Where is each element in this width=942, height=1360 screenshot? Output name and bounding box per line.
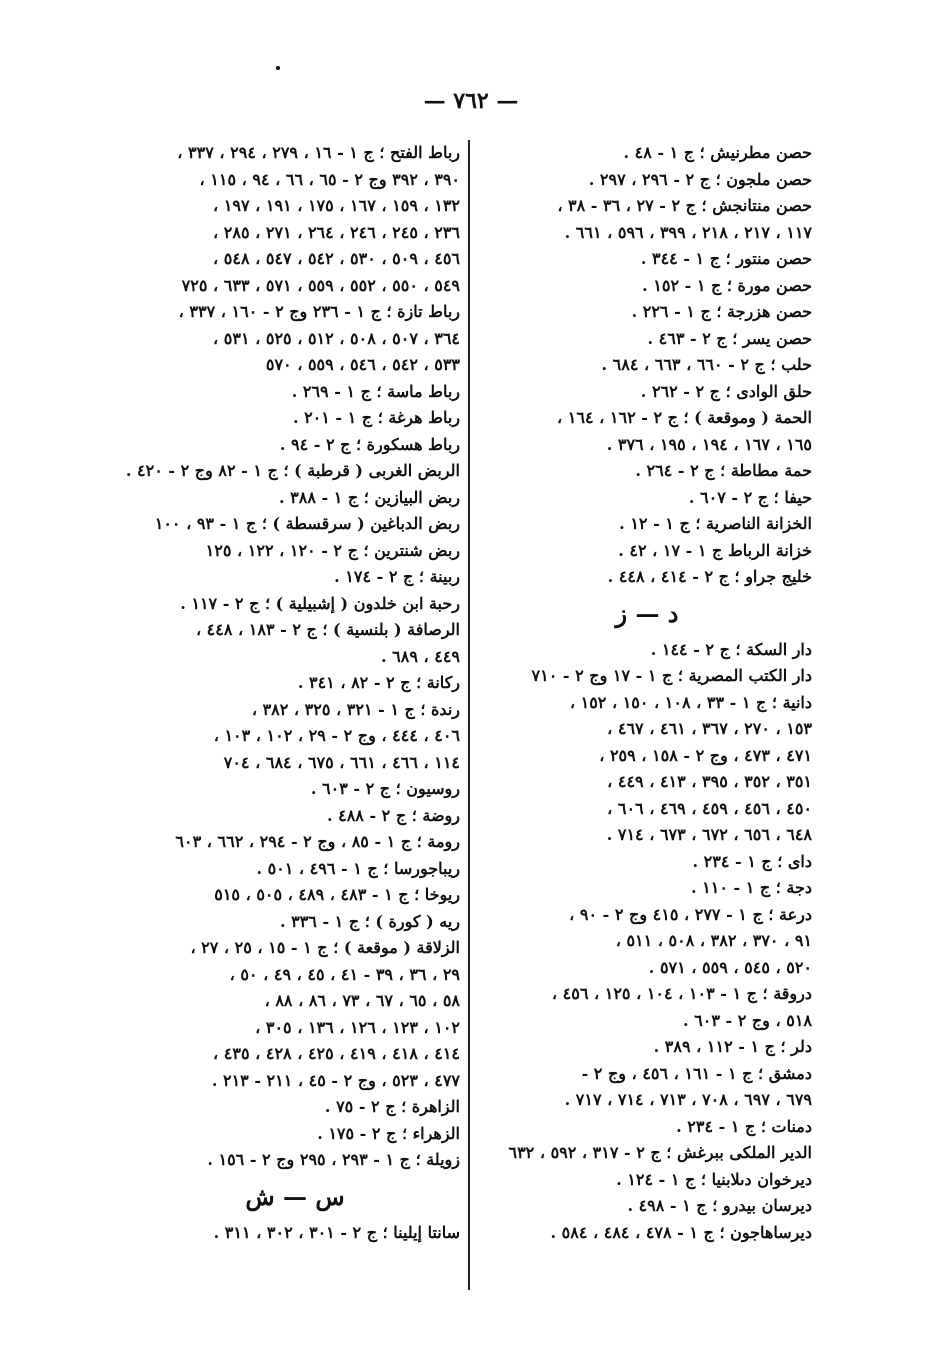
index-line: ٤٧١ ، ٤٧٣ ، وج ٢ - ١٥٨ ، ٢٥٩ ، <box>599 745 812 765</box>
index-line: دجة ؛ ج ١ - ١١٠ . <box>690 878 812 897</box>
index-line: ريوخا ؛ ج ١ - ٤٨٣ ، ٤٨٩ ، ٥٠٥ ، ٥١٥ <box>214 885 460 904</box>
index-line: رباط الفتح ؛ ج ١ - ١٦ ، ٢٧٩ ، ٢٩٤ ، ٣٣٧ ، <box>177 143 460 162</box>
index-line: حصن منتانجش ؛ ج ٢ - ٢٧ ، ٣٦ - ٣٨ ، <box>557 196 812 215</box>
index-line: ركانة ؛ ج ٢ - ٨٢ ، ٣٤١ . <box>297 673 460 692</box>
page-number: — ٧٦٢ — <box>423 88 519 114</box>
index-line: حصن مطرنيش ؛ ج ١ - ٤٨ . <box>623 143 812 162</box>
index-line: ٣٩٠ ، ٣٩٢ وج ٢ - ٦٥ ، ٦٦ ، ٩٤ ، ١١٥ ، <box>199 169 460 189</box>
right-column <box>482 140 812 1246</box>
index-line: ديرخوان دىلابنيا ؛ ج ١ - ١٢٤ . <box>616 1169 812 1189</box>
index-line: حصن منتور ؛ ج ١ - ٣٤٤ . <box>640 249 812 268</box>
index-line: روضة ؛ ج ٢ - ٤٨٨ . <box>326 805 460 825</box>
index-line: ٤٧٧ ، ٥٢٣ ، وج ٢ - ٤٥ ، ٢١١ - ٢١٣ . <box>211 1070 460 1090</box>
index-line: ٤١٤ ، ٤١٨ ، ٤١٩ ، ٤٢٥ ، ٤٢٨ ، ٤٣٥ ، <box>213 1044 460 1063</box>
index-line: ربض شنترين ؛ ج ٢ - ١٢٠ ، ١٢٢ ، ١٢٥ <box>205 540 460 560</box>
section-heading: د — ز <box>615 598 679 628</box>
index-line: دمشق ؛ ج ١ - ١٦١ ، ٤٥٦ ، وج ٢ - <box>581 1063 812 1083</box>
ink-dot <box>276 66 280 70</box>
index-line: ٩١ ، ٣٧٠ ، ٣٨٢ ، ٥٠٨ ، ٥١١ ، <box>615 931 812 950</box>
index-line: ربينة ؛ ج ٢ - ١٧٤ . <box>334 567 460 586</box>
index-line: دانية ؛ ج ١ - ٣٣ ، ١٠٨ ، ١٥٠ ، ١٥٢ ، <box>569 692 812 712</box>
index-line: الخزانة الناصرية ؛ ج ١ - ١٢ . <box>619 514 812 533</box>
index-line: ٤٠٦ ، ٤٤٤ ، وج ٢ - ٢٩ ، ١٠٢ ، ١٠٣ ، <box>213 726 460 745</box>
index-line: دمنات ؛ ج ١ - ٢٣٤ . <box>676 1116 812 1136</box>
index-line: حصن ملجون ؛ ج ٢ - ٢٩٦ ، ٢٩٧ . <box>588 169 812 189</box>
index-line: الحمة ( وموقعة ) ؛ ج ٢ - ١٦٢ ، ١٦٤ ، <box>557 408 812 427</box>
index-line: دلر ؛ ج ١ - ١١٢ ، ٣٨٩ . <box>653 1037 812 1056</box>
index-line: خزانة الرباط ج ١ - ١٧ ، ٤٢ . <box>618 540 812 560</box>
index-line: حمة مطاطة ؛ ج ٢ - ٢٦٤ . <box>635 461 812 480</box>
index-line: ٣٦٤ ، ٥٠٧ ، ٥٠٨ ، ٥١٢ ، ٥٢٥ ، ٥٣١ ، <box>213 328 460 348</box>
index-line: الزهراء ؛ ج ٢ - ١٧٥ . <box>317 1123 460 1143</box>
section-heading: س — ش <box>245 1181 345 1211</box>
index-line: ريباجورسا ؛ ج ١ - ٤٩٦ ، ٥٠١ . <box>256 858 460 878</box>
index-line: ٥٤٩ ، ٥٥٠ ، ٥٥٢ ، ٥٥٩ ، ٥٧١ ، ٦٣٣ ، ٧٢٥ <box>181 275 460 295</box>
index-line: ١١٧ ، ٢١٧ ، ٢١٨ ، ٣٩٩ ، ٥٩٦ ، ٦٦١ . <box>564 222 812 242</box>
index-line: حيفا ؛ ج ٢ - ٦٠٧ . <box>688 487 812 507</box>
index-line: ١٦٥ ، ١٦٧ ، ١٩٤ ، ١٩٥ ، ٣٧٦ . <box>606 434 812 454</box>
index-line: رومة ؛ ج ١ - ٨٥ ، وج ٢ - ٢٩٤ ، ٦٦٢ ، ٦٠٣ <box>175 832 460 851</box>
index-line: الدير الملكى ببرغش ؛ ج ٢ - ٣١٧ ، ٥٩٢ ، ٦٣٢ <box>508 1143 812 1162</box>
index-line: رحبة ابن خلدون ( إشبيلية ) ؛ ج ٢ - ١١٧ . <box>180 593 460 613</box>
index-line: الزاهرة ؛ ج ٢ - ٧٥ . <box>324 1097 460 1116</box>
index-line: ١٠٢ ، ١٢٣ ، ١٢٦ ، ١٣٦ ، ٣٠٥ ، <box>255 1017 460 1037</box>
index-line: الزلاقة ( موقعة ) ؛ ج ١ - ١٥ ، ٢٥ ، ٢٧ ، <box>190 938 460 957</box>
left-column <box>125 140 460 1246</box>
index-line: درعة ؛ ج ١ - ٢٧٧ ، ٤١٥ وج ٢ - ٩٠ ، <box>569 904 812 924</box>
index-line: روسيون ؛ ج ٢ - ٦٠٣ . <box>310 779 460 798</box>
index-line: ٥١٨ ، وج ٢ - ٦٠٣ . <box>682 1010 812 1030</box>
index-line: ريه ( كورة ) ؛ ج ١ - ٣٣٦ . <box>279 911 460 931</box>
column-divider <box>468 140 470 1290</box>
index-line: سانتا إيلينا ؛ ج ٢ - ٣٠١ ، ٣٠٢ ، ٣١١ . <box>213 1222 460 1242</box>
index-line: رباط هرغة ؛ ج ١ - ٢٠١ . <box>292 408 460 427</box>
index-line: ٣٥١ ، ٣٥٢ ، ٣٩٥ ، ٤١٣ ، ٤٤٩ ، <box>607 772 812 791</box>
index-line: ٢٩ ، ٣٦ ، ٣٩ - ٤١ ، ٤٥ ، ٤٩ ، ٥٠ ، <box>229 964 460 984</box>
index-line: رباط ماسة ؛ ج ١ - ٢٦٩ . <box>291 381 460 401</box>
index-line: ٦٧٩ ، ٦٩٧ ، ٧٠٨ ، ٧١٣ ، ٧١٤ ، ٧١٧ . <box>564 1090 812 1109</box>
index-line: رندة ؛ ج ١ - ٣٢١ ، ٣٢٥ ، ٣٨٢ ، <box>251 699 460 719</box>
index-line: الرصافة ( بلنسية ) ؛ ج ٢ - ١٨٣ ، ٤٤٨ ، <box>195 620 460 639</box>
index-line: ربض البيازين ؛ ج ١ - ٣٨٨ . <box>279 487 460 507</box>
index-line: حلب ؛ ج ٢ - ٦٦٠ ، ٦٦٣ ، ٦٨٤ . <box>601 355 812 374</box>
index-line: ٤٥٠ ، ٤٥٦ ، ٤٥٩ ، ٤٦٩ ، ٦٠٦ ، <box>607 798 812 818</box>
index-line: حصن هزرجة ؛ ج ١ - ٢٢٦ . <box>631 302 812 321</box>
index-line: ديرسان بيدرو ؛ ج ١ - ٤٩٨ . <box>627 1196 812 1215</box>
index-line: حصن مورة ؛ ج ١ - ١٥٢ . <box>642 275 812 295</box>
index-line: دار السكة ؛ ج ٢ - ١٤٤ . <box>650 639 812 659</box>
index-line: ٢٣٦ ، ٢٤٥ ، ٢٤٦ ، ٢٦٤ ، ٢٧١ ، ٢٨٥ ، <box>213 222 460 242</box>
index-line: ٦٤٨ ، ٦٥٦ ، ٦٧٢ ، ٦٧٣ ، ٧١٤ . <box>606 825 812 844</box>
index-line: حلق الوادى ؛ ج ٢ - ٢٦٢ . <box>640 381 812 401</box>
index-line: ٤٥٦ ، ٥٠٩ ، ٥٣٠ ، ٥٤٢ ، ٥٤٧ ، ٥٤٨ ، <box>213 249 460 268</box>
index-line: ديرساهاجون ؛ ج ١ - ٤٧٨ ، ٤٨٤ ، ٥٨٤ . <box>550 1222 812 1242</box>
index-line: ٥٣٣ ، ٥٤٢ ، ٥٤٦ ، ٥٥٩ ، ٥٧٠ <box>265 355 460 374</box>
index-line: دروقة ؛ ج ١ - ١٠٣ ، ١٠٤ ، ١٢٥ ، ٤٥٦ ، <box>551 984 812 1003</box>
index-line: الربض الغربى ( قرطبة ) ؛ ج ١ - ٨٢ وج ٢ - ٤٢٠ . <box>125 461 460 480</box>
index-line: ١٥٣ ، ٢٧٠ ، ٣٦٧ ، ٤٦١ ، ٤٦٧ ، <box>607 719 812 738</box>
index-line: داى ؛ ج ١ - ٢٣٤ . <box>692 851 812 871</box>
index-line: خليج جراو ؛ ج ٢ - ٤١٤ ، ٤٤٨ . <box>607 567 812 586</box>
index-line: ٥٢٠ ، ٥٤٥ ، ٥٥٩ ، ٥٧١ . <box>648 957 812 977</box>
index-line: ١٣٢ ، ١٥٩ ، ١٦٧ ، ١٧٥ ، ١٩١ ، ١٩٧ ، <box>213 196 460 215</box>
index-line: رباط هسكورة ؛ ج ٢ - ٩٤ . <box>279 434 460 454</box>
index-line: رباط تازة ؛ ج ١ - ٢٣٦ وج ٢ - ١٦٠ ، ٣٣٧ ، <box>178 302 460 321</box>
index-line: ١١٤ ، ٤٦٦ ، ٦٦١ ، ٦٧٥ ، ٦٨٤ ، ٧٠٤ <box>223 752 460 772</box>
index-line: حصن يسر ؛ ج ٢ - ٤٦٣ . <box>647 328 812 348</box>
index-line: ٥٨ ، ٦٥ ، ٦٧ ، ٧٣ ، ٨٦ ، ٨٨ ، <box>264 991 460 1010</box>
index-line: زويلة ؛ ج ١ - ٢٩٣ ، ٢٩٥ وج ٢ - ١٥٦ . <box>207 1150 460 1169</box>
index-line: دار الكتب المصرية ؛ ج ١ - ١٧ وج ٢ - ٧١٠ <box>531 666 812 685</box>
index-line: ٤٤٩ ، ٦٨٩ . <box>380 646 460 666</box>
index-line: ربض الدباغين ( سرقسطة ) ؛ ج ١ - ٩٣ ، ١٠٠ <box>154 514 460 533</box>
